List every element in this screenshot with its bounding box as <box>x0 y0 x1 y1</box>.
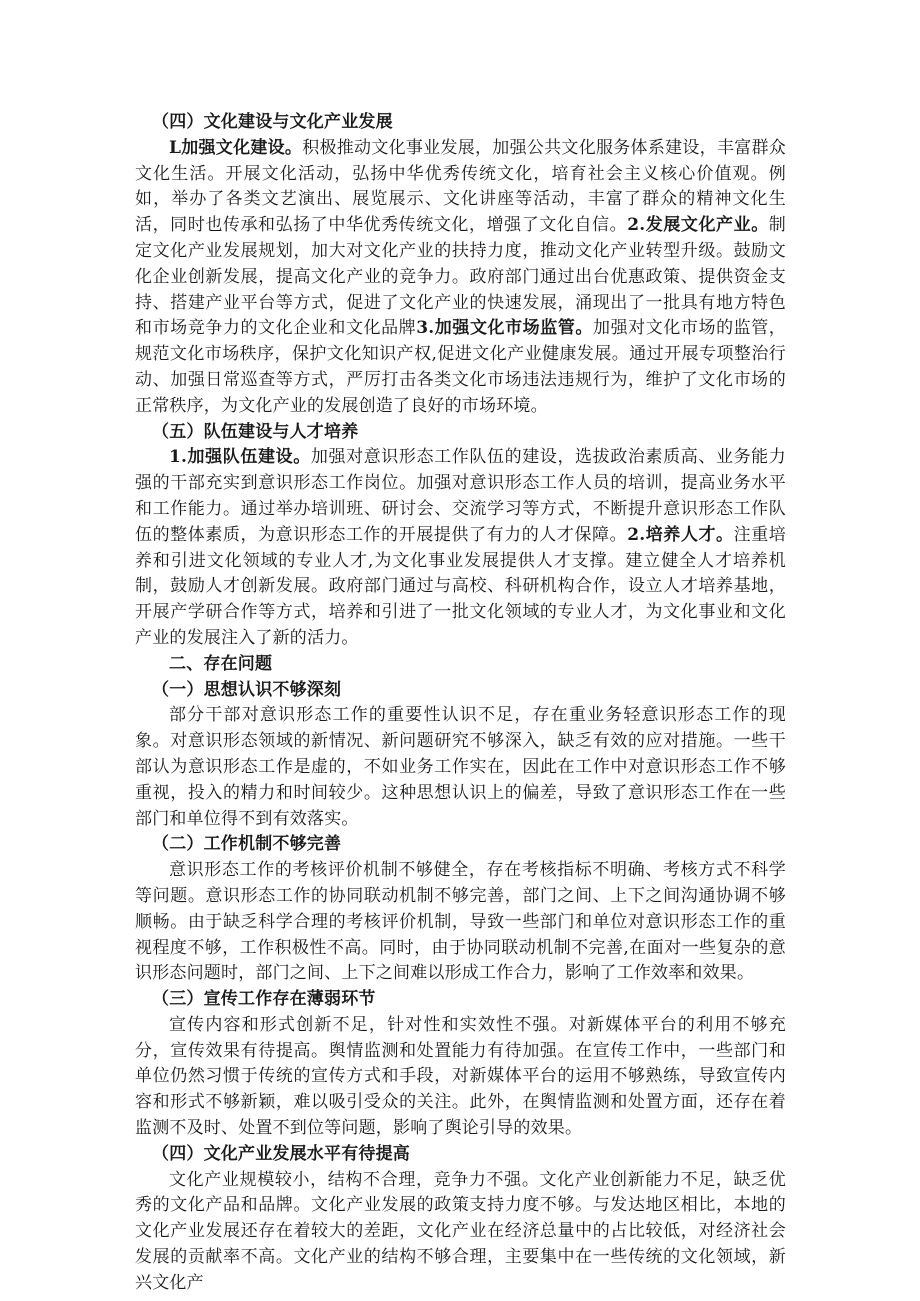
problem-paragraph-1: 部分干部对意识形态工作的重要性认识不足，存在重业务轻意识形态工作的现象。对意识形态领域的新情况、新问题研究不够深入，缺乏有效的应对措施。一些干部认为意识形态工作是虚的，不如业务工作实在，因此在工作中对意识形态工作不够重视，投入的精力和时间较少。这种思想认识上的偏差，导致了意识形态工作在一些部门和单位得不到有效落实。 <box>135 705 786 829</box>
body-text: 加强对文化市场的监管，规范文化市场秩序，保护文化知识产权,促进文化产业健康发展。通过开展专项整治行动、加强日常巡查等方式，严厉打击各类文化市场违法违规行为，维护了文化市场的正常秩序，为文化产业的发展创造了良好的市场环境。 <box>135 318 787 416</box>
body-text: 积极推动文化事业发展，加强公共文化服务体系建设，丰富群众文化生活。开展文化活动，弘扬中华优秀传统文化，培育社会主义核心价值观。例如，举办了各类文艺演出、展览展示、文化讲座等活动，丰富了群众的精神文化生活，同时也传承和弘扬了中华优秀传统文化，增强了文化自信。 <box>135 137 786 236</box>
problem-heading-4: （四）文化产业发展水平有待提高 <box>152 1143 410 1164</box>
body-text: 注重培养和引进文化领域的专业人才,为文化事业发展提供人才支撑。建立健全人才培养机制，鼓励人才创新发展。政府部门通过与高校、科研机构合作，设立人才培养基地，开展产学研合作等方式，培养和引进了一批文化领域的专业人才，为文化事业和文化产业的发展注入了新的活力。 <box>135 524 786 648</box>
problem-paragraph-4: 文化产业规模较小，结构不合理，竞争力不强。文化产业创新能力不足，缺乏优秀的文化产品和品牌。文化产业发展的政策支持力度不够。与发达地区相比，本地的文化产业发展还存在着较大的差距，文化产业在经济总量中的占比较低，对经济社会发展的贡献率不高。文化产业的结构不够合理，主要集中在一些传统的文化领域，新兴文化产 <box>135 1169 786 1293</box>
section-heading-culture: （四）文化建设与文化产业发展 <box>152 112 393 132</box>
problem-heading-2: （二）工作机制不够完善 <box>152 834 342 855</box>
problem-paragraph-2: 意识形态工作的考核评价机制不够健全，存在考核指标不明确、考核方式不科学等问题。意识形态工作的协同联动机制不够完善，部门之间、上下之间沟通协调不够顺畅。由于缺乏科学合理的考核评价机制，导致一些部门和单位对意识形态工作的重视程度不够，工作积极性不高。同时，由于协同联动机制不完善,在面对一些复杂的意识形态问题时，部门之间、上下之间难以形成工作合力，影响了工作效率和效果。 <box>135 860 786 984</box>
bold-lead-3: 3.加强文化市场监管。 <box>416 318 594 339</box>
section-heading-team: （五）队伍建设与人才培养 <box>152 421 359 442</box>
paragraph-team <box>135 445 786 651</box>
bold-lead-1: L加强文化建设。 <box>169 137 303 158</box>
bold-lead-2: 2.培养人才。 <box>627 524 734 545</box>
bold-lead-1: 1.加强队伍建设。 <box>169 447 311 468</box>
paragraph-culture <box>135 136 786 420</box>
problem-heading-3: （三）宣传工作存在薄弱环节 <box>152 989 376 1010</box>
body-text: 制定文化产业发展规划，加大对文化产业的扶持力度，推动文化产业转型升级。鼓励文化企业创新发展，提高文化产业的竞争力。政府部门通过出台优惠政策、提供资金支持、搭建产业平台等方式，促进了文化产业的快速发展，涌现出了一批具有地方特色和市场竞争力的文化企业和文化品牌 <box>135 215 786 339</box>
body-text: 加强对意识形态工作队伍的建设，选拔政治素质高、业务能力强的干部充实到意识形态工作岗位。加强对意识形态工作人员的培训，提高业务水平和工作能力。通过举办培训班、研讨会、交流学习等方式，不断提升意识形态工作队伍的整体素质，为意识形态工作的开展提供了有力的人才保障。 <box>135 447 786 545</box>
bold-lead-2: 2.发展文化产业。 <box>627 215 769 236</box>
part-heading-problems: 二、存在问题 <box>169 653 273 674</box>
problem-heading-1: （一）思想认识不够深刻 <box>152 679 342 700</box>
problem-paragraph-3: 宣传内容和形式创新不足，针对性和实效性不强。对新媒体平台的利用不够充分，宣传效果有待提高。舆情监测和处置能力有待加强。在宣传工作中，一些部门和单位仍然习惯于传统的宣传方式和手段，对新媒体平台的运用不够熟练，导致宣传内容和形式不够新颖，难以吸引受众的关注。此外，在舆情监测和处置方面，还存在着监测不及时、处置不到位等问题，影响了舆论引导的效果。 <box>135 1014 786 1139</box>
